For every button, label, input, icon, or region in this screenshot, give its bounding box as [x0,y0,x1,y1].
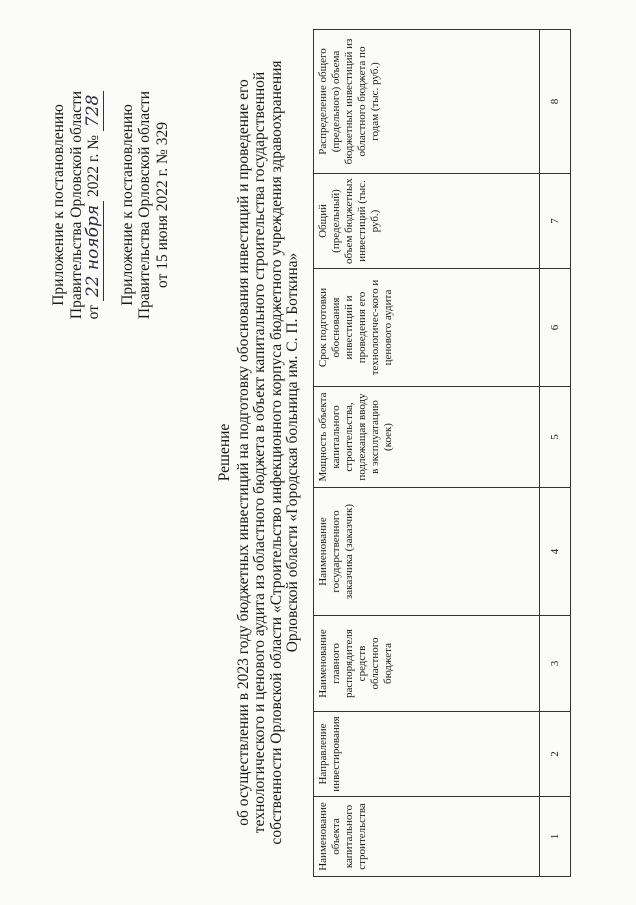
appendix-block [50,15,171,395]
column-number-1: 1 [540,797,571,877]
appendix-previous-line3: от 15 июня 2022 г. № 329 [153,122,171,288]
column-number-7: 7 [540,174,571,269]
column-header-6: Срок подготовки обоснования инвестиций и проведения его технологичес-кого и ценового аудита [314,269,540,387]
date-year: 2022 г. № [85,134,102,198]
column-header-7: Общий (предельный) объем бюджетных инвестиций (тыс. руб.) [314,174,540,269]
column-number-6: 6 [540,269,571,387]
column-header-4: Наименование государственного заказчика (заказчик) [314,488,540,616]
decision-title [217,30,302,875]
title-heading: Решение [216,423,233,482]
appendix-previous-line1: Приложение к постановлению [118,104,136,306]
investment-table [313,29,571,877]
column-number-8: 8 [540,30,571,174]
column-header-3: Наименование главного распорядителя средств областного бюджета [314,616,540,712]
table-number-row [540,30,571,877]
appendix-previous-line2: Правительства Орловской области [136,90,153,320]
column-number-4: 4 [540,488,571,616]
table-header-row [314,30,540,877]
column-header-8: Распределение общего (предельного) объема бюджетных инвестиций из областного бюджета по годам (тыс. руб.) [314,30,540,174]
appendix-current-line2: Правительства Орловской области [67,90,85,320]
title-line-2: технологического и ценового аудита из областного бюджета в объект капитального строительства государственной [251,71,268,834]
column-number-2: 2 [540,712,571,797]
appendix-current-line1: Приложение к постановлению [50,104,67,306]
column-header-1: Наименование объекта капитального строительства [314,797,540,877]
column-header-5: Мощность объекта капитального строительства, подлежащая вводу в эксплуатацию (коек) [314,387,540,488]
title-line-4: Орловской области «Городская больница им. С. П. Боткина» [284,252,301,653]
date-prefix: от [85,305,102,320]
column-number-3: 3 [540,616,571,712]
appendix-current-date [85,15,103,395]
handwritten-number: 728 [83,91,104,131]
column-number-5: 5 [540,387,571,488]
title-line-1: об осуществлении в 2023 году бюджетных инвестиций на подготовку обоснования инвестиций и проведение его [234,79,252,826]
title-line-3: собственности Орловской области «Строительство инфекционного корпуса бюджетного учреждения здравоохранения [267,60,285,845]
handwritten-date: 22 ноября [83,201,104,301]
column-header-2: Направление инвестирования [314,712,540,797]
